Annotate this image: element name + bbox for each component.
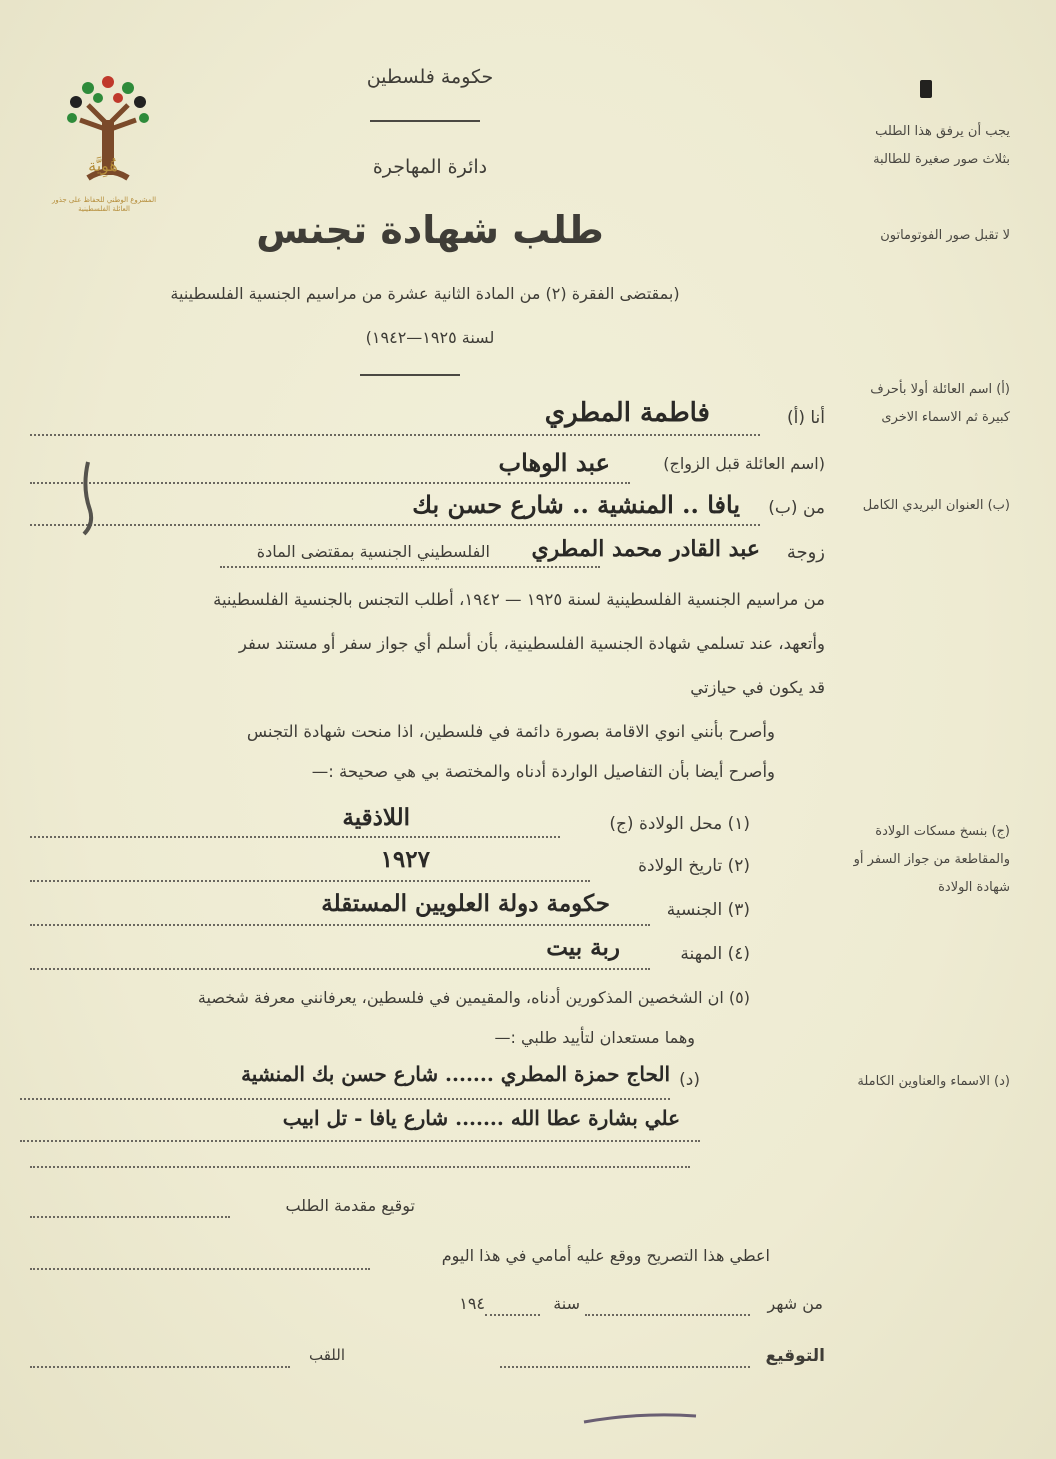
- occupation-label: (٤) المهنة: [680, 944, 750, 964]
- year-value: ١٩٤: [459, 1294, 485, 1313]
- maiden-label: (اسم العائلة قبل الزواج): [663, 454, 825, 473]
- declare-line: اعطي هذا التصريح ووقع عليه أمامي في هذا اليوم: [441, 1246, 770, 1265]
- note-photos: يجب أن يرفق هذا الطلب بثلاث صور صغيرة للطالبة: [873, 124, 1010, 167]
- pen-stroke-mark: [72, 458, 102, 538]
- department-heading: دائرة المهاجرة: [372, 156, 488, 178]
- year-field-line: [485, 1314, 540, 1316]
- witness1-value[interactable]: الحاج حمزة المطري ....... شارع حسن بك المنشية: [241, 1062, 670, 1086]
- name-value[interactable]: فاطمة المطري: [544, 398, 710, 428]
- witness2-field-line: [20, 1140, 700, 1142]
- address-value[interactable]: يافا .. المنشية .. شارع حسن بك: [412, 490, 740, 519]
- declare-date-line: [30, 1268, 370, 1270]
- name-field-line: [30, 434, 760, 436]
- applicant-signature-label: توقيع مقدمة الطلب: [285, 1196, 415, 1215]
- pen-stroke-bottom: [580, 1408, 700, 1428]
- maiden-value[interactable]: عبد الوهاب: [498, 448, 610, 477]
- note-c: (ج) بنسخ مسكات الولادة والمقاطعة من جواز السفر أو شهادة الولادة: [853, 824, 1010, 895]
- wife-suffix: الفلسطيني الجنسية بمقتضى المادة: [256, 542, 490, 561]
- year-label: سنة: [553, 1294, 580, 1313]
- note-a: (أ) اسم العائلة أولا بأحرف كبيرة ثم الاسماء الاخرى: [870, 382, 1010, 425]
- nationality-label: (٣) الجنسية: [666, 900, 750, 920]
- witness2-value[interactable]: علي بشارة عطا الله ....... شارع يافا - تل ابيب: [282, 1106, 680, 1130]
- maiden-field-line: [30, 482, 630, 484]
- paragraph-residence: وأصرح بأنني انوي الاقامة بصورة دائمة في فلسطين، اذا منحت شهادة التجنس: [246, 722, 775, 741]
- occupation-field-line: [30, 968, 650, 970]
- witness-intro: (٥) ان الشخصين المذكورين أدناه، والمقيمين في فلسطين، يعرفانني معرفة شخصية: [197, 988, 750, 1007]
- government-heading: حكومة فلسطين: [366, 66, 494, 88]
- witness3-field-line: [30, 1166, 690, 1168]
- nationality-value[interactable]: حكومة دولة العلويين المستقلة: [321, 890, 610, 917]
- birthplace-label: (١) محل الولادة (ج): [609, 814, 750, 834]
- note-d: (د) الاسماء والعناوين الكاملة: [857, 1074, 1010, 1089]
- form-title: طلب شهادة تجنس: [256, 208, 604, 252]
- address-field-line: [30, 524, 760, 526]
- ink-mark: [920, 80, 932, 98]
- witness1-field-line: [20, 1098, 670, 1100]
- from-label: من (ب): [768, 498, 825, 518]
- birthplace-field-line: [30, 836, 560, 838]
- note-b: (ب) العنوان البريدي الكامل: [862, 498, 1010, 513]
- title-rule: [360, 374, 460, 376]
- birthplace-value[interactable]: اللاذقية: [342, 804, 410, 831]
- logo-name: هُوِيَّة: [88, 156, 118, 175]
- logo-tagline: المشروع الوطني للحفاظ على جذور العائلة الفلسطينية: [51, 196, 157, 213]
- note-photomaton: لا تقبل صور الفوتوماتون: [880, 228, 1010, 243]
- witness-intro-cont: وهما مستعدان لتأييد طلبي :—: [494, 1028, 695, 1047]
- form-subtitle: (بمقتضى الفقرة (٢) من المادة الثانية عشرة من مراسيم الجنسية الفلسطينية: [170, 284, 680, 303]
- final-signature-label: التوقيع: [765, 1346, 825, 1366]
- paragraph-declaration: وأصرح أيضا بأن التفاصيل الواردة أدناه والمختصة بي هي صحيحة :—: [311, 762, 775, 781]
- title-field-line: [30, 1366, 290, 1368]
- nationality-field-line: [30, 924, 650, 926]
- husband-value[interactable]: عبد القادر محمد المطري: [531, 536, 760, 562]
- huwiyya-logo: [58, 40, 158, 220]
- birthdate-value[interactable]: ١٩٢٧: [380, 846, 430, 873]
- applicant-signature-line: [30, 1216, 230, 1218]
- form-years: لسنة ١٩٢٥—١٩٤٢): [365, 328, 495, 347]
- header-rule: [370, 120, 480, 122]
- husband-field-line: [220, 566, 600, 568]
- occupation-value[interactable]: ربة بيت: [546, 934, 620, 961]
- final-signature-line: [500, 1366, 750, 1368]
- paragraph-possession: قد يكون في حيازتي: [690, 678, 825, 697]
- month-label: من شهر: [767, 1294, 823, 1313]
- paragraph-undertaking: وأتعهد، عند تسلمي شهادة الجنسية الفلسطينية، بأن أسلم أي جواز سفر أو مستند سفر: [238, 634, 825, 653]
- month-field-line: [585, 1314, 750, 1316]
- paragraph-naturalization: من مراسيم الجنسية الفلسطينية لسنة ١٩٢٥ — ١٩٤٢، أطلب التجنس بالجنسية الفلسطينية: [213, 590, 825, 609]
- birthdate-label: (٢) تاريخ الولادة: [638, 856, 750, 876]
- title-label: اللقب: [308, 1346, 345, 1364]
- birthdate-field-line: [30, 880, 590, 882]
- wife-prefix: زوجة: [786, 542, 825, 563]
- i-am-label: أنا (أ): [786, 408, 825, 428]
- witness-label: (د): [679, 1070, 700, 1090]
